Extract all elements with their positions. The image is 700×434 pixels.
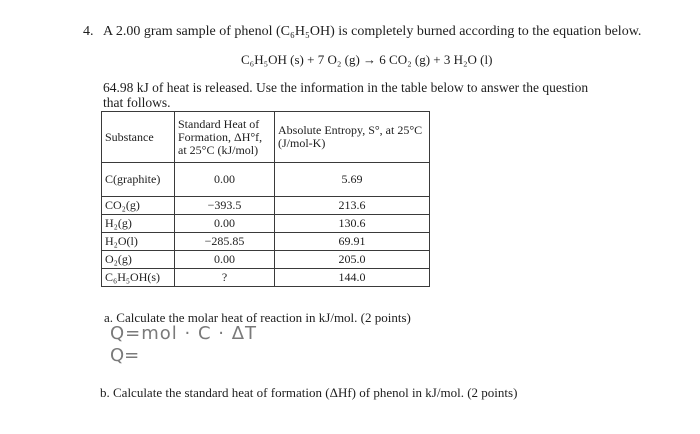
- cell-enthalpy: 0.00: [175, 215, 275, 233]
- part-a-question: a. Calculate the molar heat of reaction in kJ/mol. (2 points): [104, 310, 411, 325]
- cell-substance: C₆H₅OH(s): [102, 269, 175, 287]
- cell-entropy: 144.0: [275, 269, 430, 287]
- handwritten-answer-start: Q=: [110, 345, 140, 366]
- part-b-question: b. Calculate the standard heat of formation (ΔHf) of phenol in kJ/mol. (2 points): [100, 385, 518, 400]
- table-row: [102, 197, 430, 215]
- table-header-row: [102, 112, 430, 163]
- header-entropy: Absolute Entropy, S°, at 25°C (J/mol-K): [275, 112, 430, 163]
- cell-substance: O₂(g): [102, 251, 175, 269]
- thermo-data-table: [101, 111, 430, 287]
- reaction-equation: C₆H₅OH (s) + 7 O₂ (g) → 6 CO₂ (g) + 3 H₂O (l): [241, 52, 493, 67]
- cell-entropy: 205.0: [275, 251, 430, 269]
- table-row: [102, 233, 430, 251]
- cell-entropy: 69.91: [275, 233, 430, 251]
- header-enthalpy: Standard Heat of Formation, ΔH°f, at 25°C (kJ/mol): [175, 112, 275, 163]
- cell-enthalpy: −393.5: [175, 197, 275, 215]
- cell-enthalpy: 0.00: [175, 251, 275, 269]
- cell-entropy: 130.6: [275, 215, 430, 233]
- cell-enthalpy: 0.00: [175, 163, 275, 197]
- cell-entropy: 213.6: [275, 197, 430, 215]
- cell-entropy: 5.69: [275, 163, 430, 197]
- cell-substance: H₂O(l): [102, 233, 175, 251]
- cell-substance: CO₂(g): [102, 197, 175, 215]
- table-row: [102, 215, 430, 233]
- cell-enthalpy: ?: [175, 269, 275, 287]
- handwritten-formula: Q=mol · C · ΔT: [110, 323, 258, 344]
- cell-substance: C(graphite): [102, 163, 175, 197]
- cell-substance: H₂(g): [102, 215, 175, 233]
- question-number: 4.: [83, 24, 94, 39]
- table-row: [102, 269, 430, 287]
- header-substance: Substance: [102, 112, 175, 163]
- table-row: [102, 163, 430, 197]
- heat-released-text: 64.98 kJ of heat is released. Use the information in the table below to answer the question that follows.: [103, 80, 589, 110]
- question-text: A 2.00 gram sample of phenol (C₆H₅OH) is completely burned according to the equation below.: [103, 24, 642, 39]
- cell-enthalpy: −285.85: [175, 233, 275, 251]
- table-row: [102, 251, 430, 269]
